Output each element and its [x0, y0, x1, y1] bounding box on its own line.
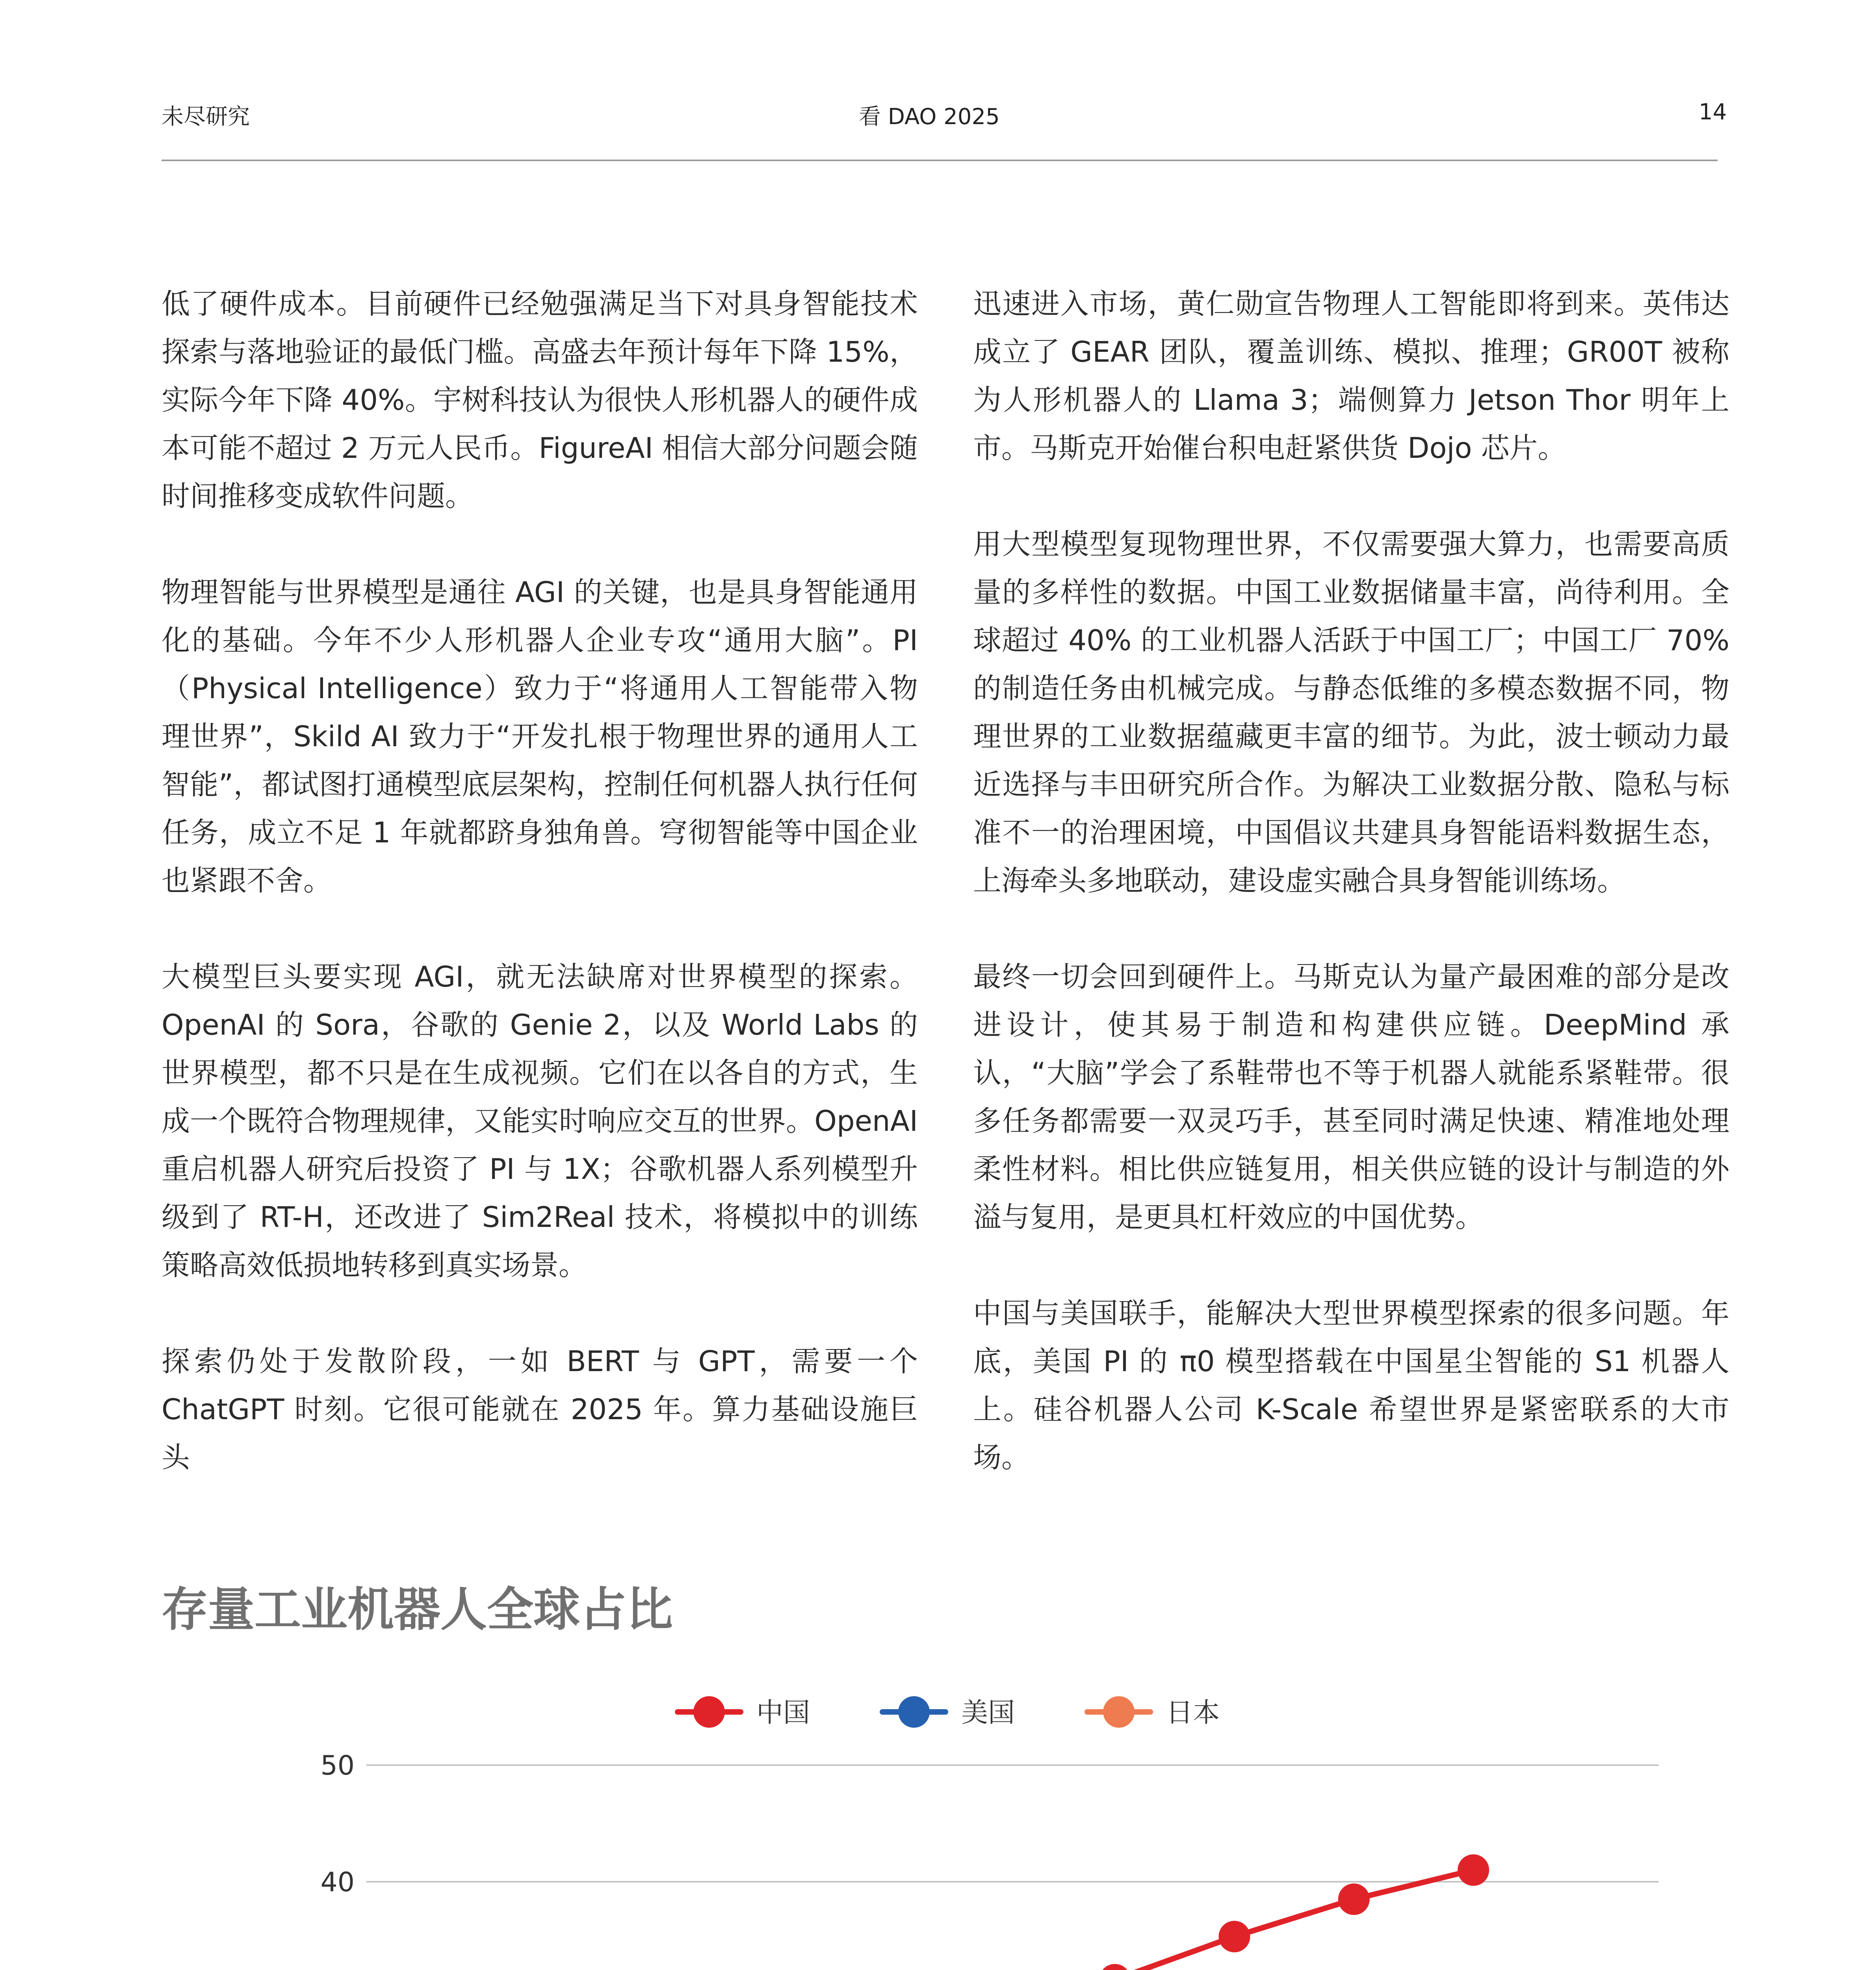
paragraph: 低了硬件成本。目前硬件已经勉强满足当下对具身智能技术探索与落地验证的最低门槛。高盛去年预计每年下降 15%，实际今年下降 40%。宇树科技认为很快人形机器人的硬件成本可能不超过 2 万元人民币。FigureAI 相信大部分问题会随时间推移变成软件问题。 — [162, 287, 918, 513]
series-line — [398, 1870, 1473, 1970]
header-title: 看 DAO 2025 — [859, 104, 1000, 130]
legend-label: 日本 — [1166, 1697, 1220, 1728]
chart-title: 存量工业机器人全球占比 — [162, 1582, 673, 1637]
data-point — [1099, 1964, 1131, 1970]
data-point — [1338, 1883, 1370, 1915]
legend-swatch-marker — [898, 1696, 930, 1728]
paragraph: 最终一切会回到硬件上。马斯克认为量产最困难的部分是改进设计，使其易于制造和构建供应链。DeepMind 承认，“大脑”学会了系鞋带也不等于机器人就能系紧鞋带。很多任务都需要一双灵巧手，甚至同时满足快速、精准地处理柔性材料。相比供应链复用，相关供应链的设计与制造的外溢与复用，是更具杠杆效应的中国优势。 — [973, 960, 1729, 1234]
paragraph: 物理智能与世界模型是通往 AGI 的关键，也是具身智能通用化的基础。今年不少人形机器人企业专攻“通用大脑”。PI（Physical Intelligence）致力于“将通用人工智能带入物理世界”，Skild AI 致力于“开发扎根于物理世界的通用人工智能”，都试图打通模型底层架构，控制任何机器人执行任何任务，成立不足 1 年就都跻身独角兽。穹彻智能等中国企业也紧跟不舍。 — [162, 576, 918, 897]
legend-swatch-marker — [693, 1696, 725, 1728]
y-tick-label: 50 — [320, 1750, 355, 1781]
paragraph: 探索仍处于发散阶段，一如 BERT 与 GPT，需要一个 ChatGPT 时刻。它很可能就在 2025 年。算力基础设施巨头 — [162, 1345, 918, 1474]
y-tick-label: 40 — [320, 1867, 355, 1898]
right-column — [973, 280, 1729, 1530]
legend-swatch-marker — [1103, 1696, 1135, 1728]
paragraph: 用大型模型复现物理世界，不仅需要强大算力，也需要高质量的多样性的数据。中国工业数据储量丰富，尚待利用。全球超过 40% 的工业机器人活跃于中国工厂；中国工厂 70% 的制造任务由机械完成。与静态低维的多模态数据不同，物理世界的工业数据蕴藏更丰富的细节。为此，波士顿动力最近选择与丰田研究所合作。为解决工业数据分散、隐私与标准不一的治理困境，中国倡议共建具身智能语料数据生态，上海牵头多地联动，建设虚实融合具身智能训练场。 — [973, 528, 1729, 897]
legend-label: 中国 — [756, 1697, 810, 1728]
data-point — [1218, 1921, 1250, 1952]
line-chart — [0, 1655, 1876, 1970]
paragraph: 大模型巨头要实现 AGI，就无法缺席对世界模型的探索。OpenAI 的 Sora，谷歌的 Genie 2，以及 World Labs 的世界模型，都不只是在生成视频。它们在以各自的方式，生成一个既符合物理规律，又能实时响应交互的世界。OpenAI 重启机器人研究后投资了 PI 与 1X；谷歌机器人系列模型升级到了 RT-H，还改进了 Sim2Real 技术，将模拟中的训练策略高效低损地转移到真实场景。 — [162, 960, 918, 1282]
left-column — [162, 280, 918, 1530]
data-point — [1458, 1854, 1489, 1886]
paragraph: 迅速进入市场，黄仁勋宣告物理人工智能即将到来。英伟达成立了 GEAR 团队，覆盖训练、模拟、推理；GR00T 被称为人形机器人的 Llama 3；端侧算力 Jetson Thor 明年上市。马斯克开始催台积电赶紧供货 Dojo 芯片。 — [973, 287, 1729, 465]
header-publisher: 未尽研究 — [162, 104, 250, 130]
paragraph: 中国与美国联手，能解决大型世界模型探索的很多问题。年底，美国 PI 的 π0 模型搭载在中国星尘智能的 S1 机器人上。硅谷机器人公司 K-Scale 希望世界是紧密联系的大市场。 — [973, 1297, 1729, 1474]
page-number: 14 — [1699, 99, 1727, 125]
legend-label: 美国 — [961, 1697, 1015, 1728]
header-divider — [162, 160, 1718, 161]
